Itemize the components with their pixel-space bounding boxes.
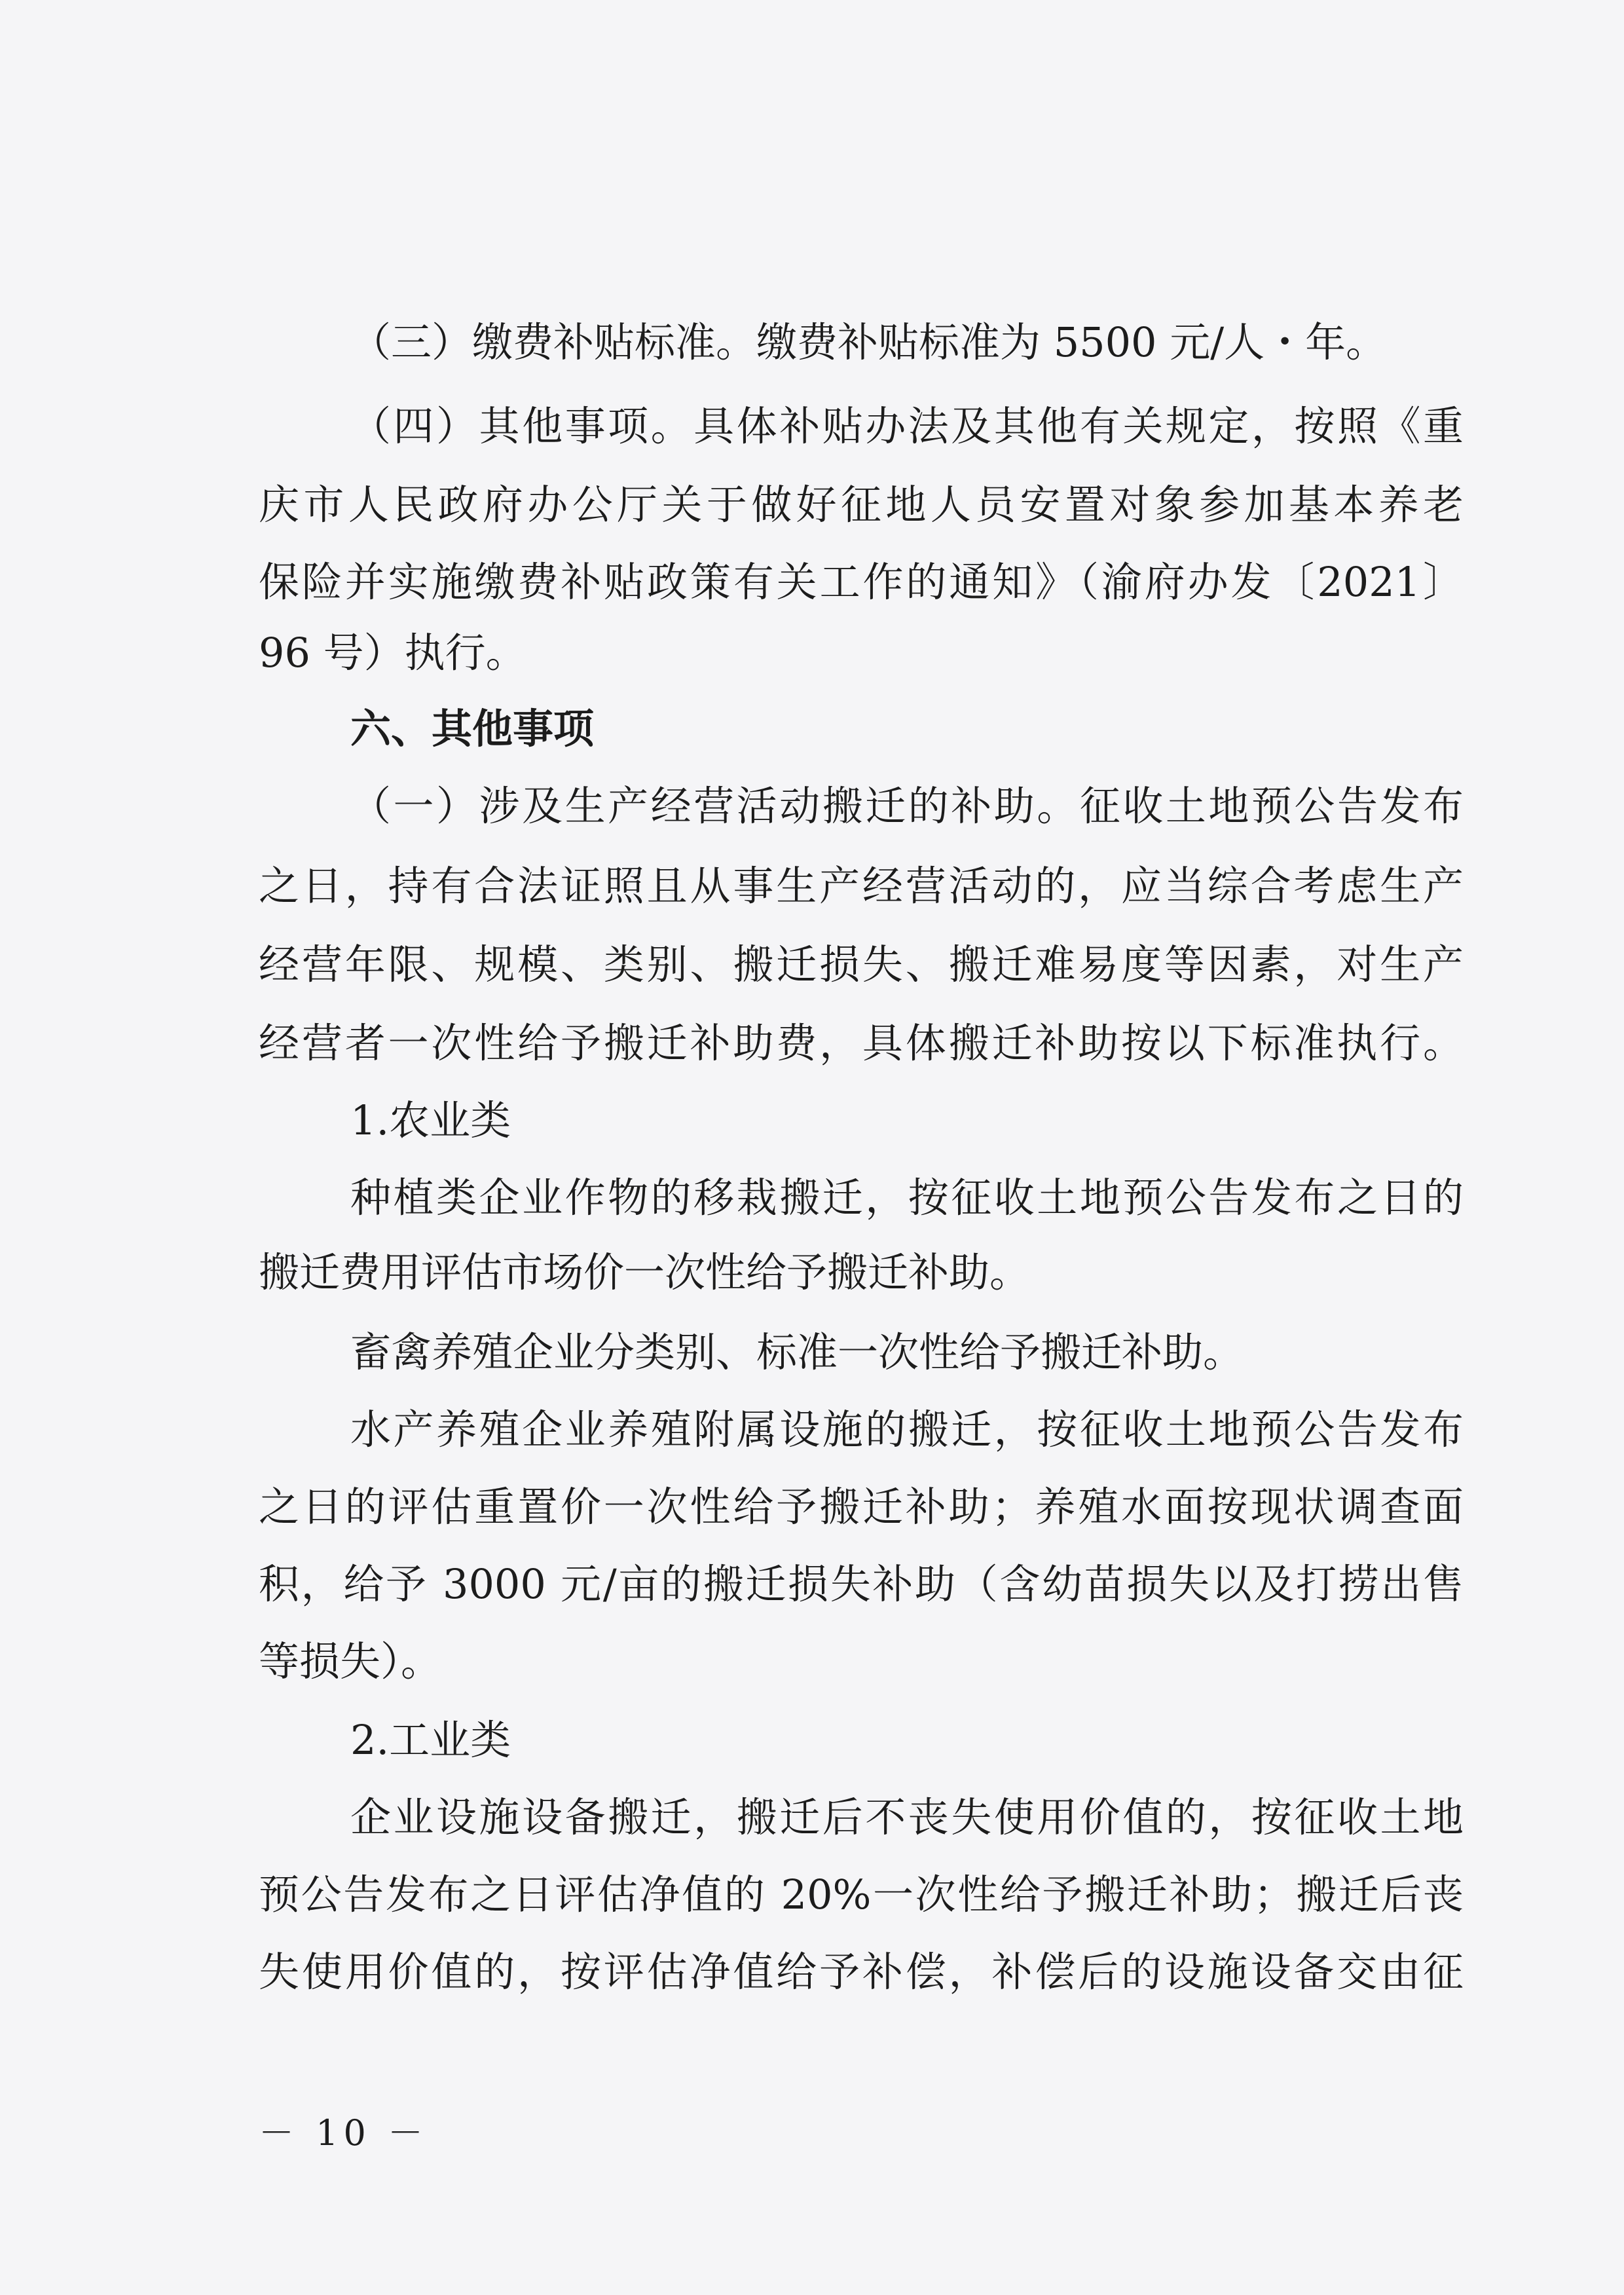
paragraph-line: 之日的评估重置价一次性给予搬迁补助；养殖水面按现状调查面 — [259, 1483, 1464, 1531]
section-heading: 六、其他事项 — [350, 705, 595, 753]
page-number: － 10 － — [259, 2112, 429, 2154]
paragraph-line: （一）涉及生产经营活动搬迁的补助。征收土地预公告发布 — [350, 782, 1464, 830]
paragraph-line: 等损失）。 — [259, 1637, 442, 1685]
paragraph-line: 庆市人民政府办公厅关于做好征地人员安置对象参加基本养老 — [259, 481, 1464, 529]
subsection-label: 1.农业类 — [350, 1096, 511, 1144]
paragraph-line: （四）其他事项。具体补贴办法及其他有关规定，按照《重 — [350, 402, 1464, 450]
subsection-label: 2.工业类 — [350, 1716, 511, 1764]
paragraph-line: 保险并实施缴费补贴政策有关工作的通知》（渝府办发〔2021〕 — [259, 558, 1464, 606]
paragraph-line: 畜禽养殖企业分类别、标准一次性给予搬迁补助。 — [350, 1328, 1244, 1376]
paragraph-line: 经营者一次性给予搬迁补助费，具体搬迁补助按以下标准执行。 — [259, 1019, 1464, 1067]
paragraph-line: 经营年限、规模、类别、搬迁损失、搬迁难易度等因素，对生产 — [259, 941, 1464, 988]
paragraph-line: （三）缴费补贴标准。缴费补贴标准为 5500 元/人・年。 — [350, 318, 1387, 366]
paragraph-line: 失使用价值的，按评估净值给予补偿，补偿后的设施设备交由征 — [259, 1948, 1464, 1996]
paragraph-line: 种植类企业作物的移栽搬迁，按征收土地预公告发布之日的 — [350, 1174, 1464, 1222]
paragraph-line: 之日，持有合法证照且从事生产经营活动的，应当综合考虑生产 — [259, 862, 1464, 910]
paragraph-line: 企业设施设备搬迁，搬迁后不丧失使用价值的，按征收土地 — [350, 1793, 1464, 1841]
paragraph-line: 积，给予 3000 元/亩的搬迁损失补助（含幼苗损失以及打捞出售 — [259, 1560, 1464, 1608]
paragraph-line: 搬迁费用评估市场价一次性给予搬迁补助。 — [259, 1248, 1031, 1296]
paragraph-line: 预公告发布之日评估净值的 20%一次性给予搬迁补助；搬迁后丧 — [259, 1871, 1464, 1918]
paragraph-line: 水产养殖企业养殖附属设施的搬迁，按征收土地预公告发布 — [350, 1406, 1464, 1453]
paragraph-line: 96 号）执行。 — [259, 629, 526, 677]
